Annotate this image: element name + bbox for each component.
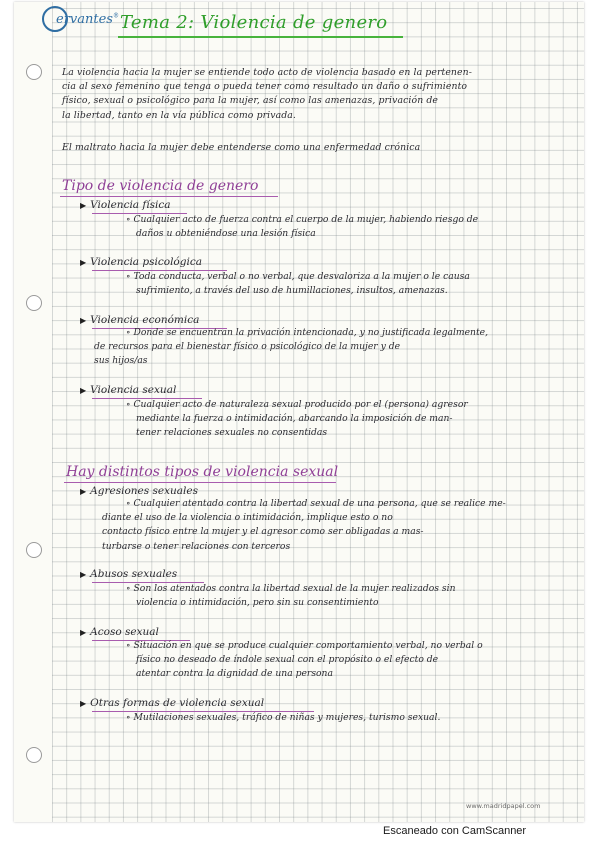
bullet-line: ∘ Son los atentados contra la libertad sexual de la mujer realizados sin <box>126 583 456 594</box>
section-title-tipos: Tipo de violencia de genero <box>62 178 259 194</box>
bullet-otras-formas <box>126 711 440 725</box>
bullet-text: Situación en que se produce cualquier comportamiento verbal, no verbal o <box>133 640 483 651</box>
bullet-text: Cualquier atentado contra la libertad sexual de una persona, que se realice me- <box>133 498 506 509</box>
subheading-abusos <box>80 568 177 580</box>
bullet-line: violencia o intimidación, pero sin su consentimiento <box>136 597 379 609</box>
bullet-text: Mutilaciones sexuales, tráfico de niñas y mujeres, turismo sexual. <box>133 712 441 723</box>
page-margin <box>14 2 52 822</box>
bullet-acoso <box>126 639 483 682</box>
bullet-line: tener relaciones sexuales no consentidas <box>136 427 328 439</box>
logo-circle-icon <box>42 6 68 32</box>
bullet-text: Son los atentados contra la libertad sexual de la mujer realizados sin <box>133 583 456 594</box>
section-title-violencia-sexual: Hay distintos tipos de violencia sexual <box>66 464 339 480</box>
subheading-label: Abusos sexuales <box>90 568 178 580</box>
subheading-acoso <box>80 626 159 638</box>
arrow-icon: ▶ <box>80 316 87 325</box>
binder-hole <box>26 542 42 558</box>
subheading-otras-formas <box>80 697 264 709</box>
intro-note <box>62 141 420 155</box>
bullet-line: ∘ Cualquier atentado contra la libertad sexual de una persona, que se realice me- <box>126 498 506 509</box>
bullet-text: Cualquier acto de naturaleza sexual producido por el (persona) agresor <box>133 399 468 410</box>
scanner-footer: Escaneado con CamScanner <box>383 825 527 837</box>
subheading-violencia-psicologica <box>80 256 202 268</box>
bullet-abusos <box>126 582 456 610</box>
bullet-line: ∘ Cualquier acto de fuerza contra el cuerpo de la mujer, habiendo riesgo de <box>126 214 479 225</box>
arrow-icon: ▶ <box>80 201 87 210</box>
bullet-line: contacto físico entre la mujer y el agresor como ser obligadas a mas- <box>102 526 424 538</box>
intro-paragraph <box>62 66 472 123</box>
brand-name: ervantes <box>56 12 113 27</box>
bullet-line: ∘ Toda conducta, verbal o no verbal, que desvaloriza a la mujer o le causa <box>126 271 470 282</box>
intro-note-line: El maltrato hacia la mujer debe entenderse como una enfermedad crónica <box>62 142 421 153</box>
subheading-label: Otras formas de violencia sexual <box>90 697 265 709</box>
paper-brand-url: www.madridpapel.com <box>466 802 541 810</box>
bullet-line: sus hijos/as <box>94 355 148 367</box>
brand-logo <box>48 12 119 27</box>
arrow-icon: ▶ <box>80 699 87 708</box>
bullet-line: mediante la fuerza o intimidación, abarcando la imposición de man- <box>136 413 453 425</box>
subheading-label: Agresiones sexuales <box>90 485 198 497</box>
subheading-label: Acoso sexual <box>90 626 159 638</box>
subheading-label: Violencia física <box>90 199 171 211</box>
binder-hole <box>26 64 42 80</box>
title-underline <box>118 36 403 38</box>
intro-line: La violencia hacia la mujer se entiende todo acto de violencia basado en la pertenen- <box>62 67 472 78</box>
bullet-violencia-psicologica <box>126 270 470 298</box>
bullet-violencia-economica <box>94 326 489 369</box>
bullet-line: turbarse o tener relaciones con terceros <box>102 540 291 552</box>
brand-mark: ® <box>112 12 119 20</box>
intro-line: físico, sexual o psicológico para la mujer, así como las amenazas, privación de <box>62 95 438 107</box>
bullet-text: Donde se encuentran la privación intencionada, y no justificada legalmente, <box>133 327 489 338</box>
bullet-line: ∘ Mutilaciones sexuales, tráfico de niñas y mujeres, turismo sexual. <box>126 712 441 723</box>
intro-line: la libertad, tanto en la vía pública como privada. <box>62 109 296 121</box>
page-title: Tema 2: Violencia de genero <box>120 12 388 33</box>
arrow-icon: ▶ <box>80 570 87 579</box>
bullet-line: ∘ Donde se encuentran la privación intencionada, y no justificada legalmente, <box>126 327 489 338</box>
bullet-agresiones <box>102 497 506 554</box>
subheading-label: Violencia sexual <box>90 384 177 396</box>
section-underline <box>60 196 278 197</box>
bullet-line: ∘ Situación en que se produce cualquier comportamiento verbal, no verbal o <box>126 640 483 651</box>
arrow-icon: ▶ <box>80 628 87 637</box>
bullet-line: de recursos para el bienestar físico o psicológico de la mujer y de <box>94 341 401 353</box>
bullet-line: daños u obteniéndose una lesión física <box>136 228 316 240</box>
bullet-violencia-sexual <box>126 398 468 441</box>
subheading-violencia-fisica <box>80 199 171 211</box>
subheading-violencia-economica <box>80 314 199 326</box>
subheading-label: Violencia económica <box>90 314 200 326</box>
arrow-icon: ▶ <box>80 386 87 395</box>
section-underline <box>64 482 336 483</box>
bullet-text: Cualquier acto de fuerza contra el cuerpo de la mujer, habiendo riesgo de <box>133 214 479 225</box>
binder-hole <box>26 295 42 311</box>
bullet-text: Toda conducta, verbal o no verbal, que desvaloriza a la mujer o le causa <box>133 271 470 282</box>
arrow-icon: ▶ <box>80 258 87 267</box>
bullet-violencia-fisica <box>126 213 478 241</box>
subheading-violencia-sexual <box>80 384 176 396</box>
binder-hole <box>26 747 42 763</box>
subheading-label: Violencia psicológica <box>90 256 202 268</box>
subheading-agresiones <box>80 485 198 497</box>
intro-line: cia al sexo femenino que tenga o pueda tener como resultado un daño o sufrimiento <box>62 81 468 93</box>
bullet-line: físico no deseado de índole sexual con el propósito o el efecto de <box>136 654 439 666</box>
arrow-icon: ▶ <box>80 487 87 496</box>
bullet-line: atentar contra la dignidad de una persona <box>136 668 333 680</box>
bullet-line: diante el uso de la violencia o intimidación, implique esto o no <box>102 512 393 524</box>
bullet-line: ∘ Cualquier acto de naturaleza sexual producido por el (persona) agresor <box>126 399 468 410</box>
bullet-line: sufrimiento, a través del uso de humillaciones, insultos, amenazas. <box>136 285 448 297</box>
